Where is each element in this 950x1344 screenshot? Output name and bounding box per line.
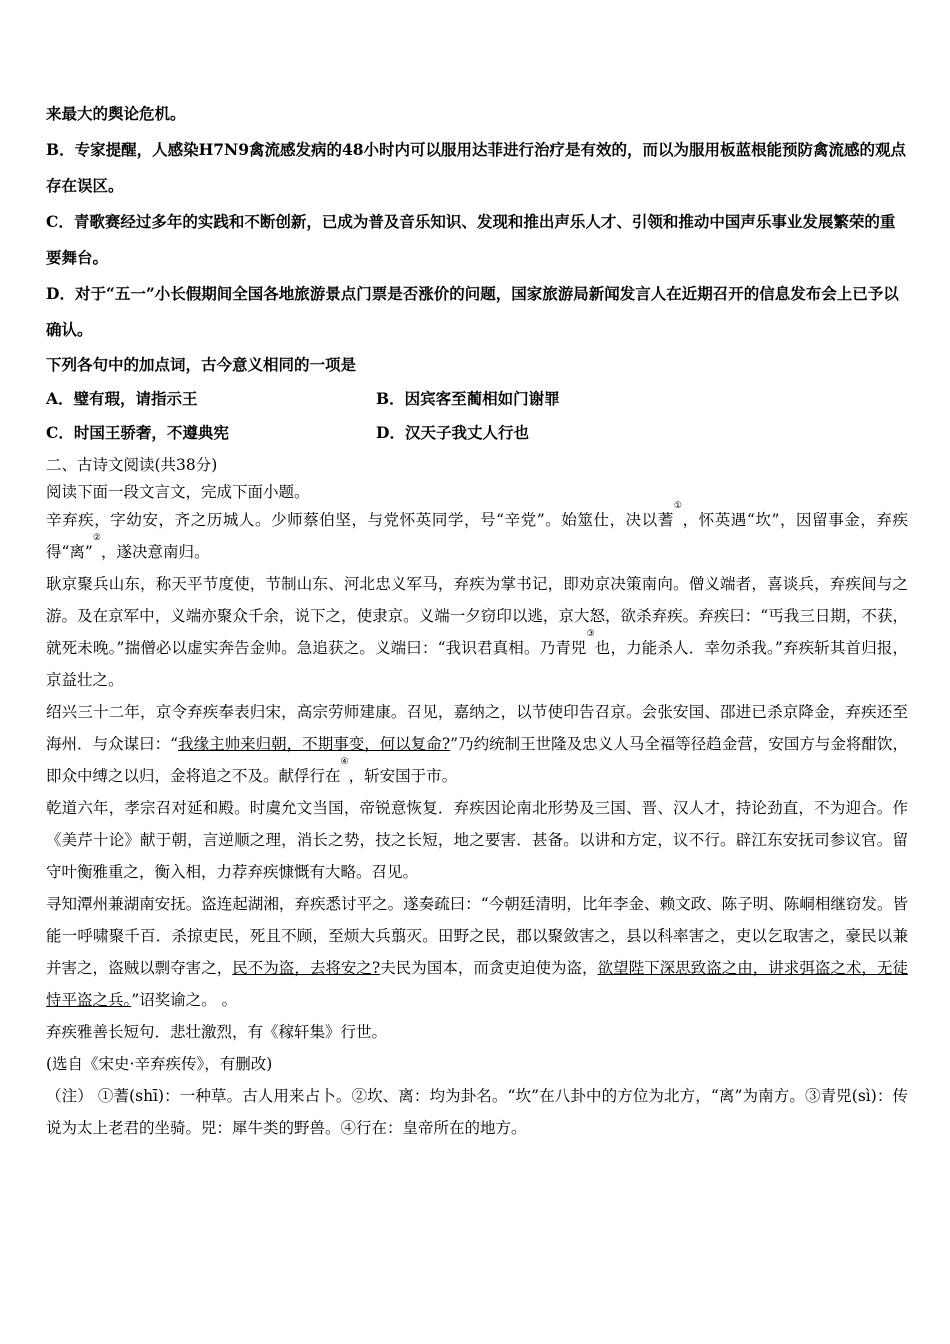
option-a-tail: 来最大的舆论危机。 xyxy=(46,104,186,123)
question-option-a: A．璧有瑕，请指示王 xyxy=(46,389,198,408)
passage-paragraph-2: 耿京聚兵山东，称天平节度使，节制山东、河北忠义军马，弃疾为掌书记，即劝京决策南向。僧义端者，喜谈兵，弃疾间与之游。及在京军中，义端亦聚众千余，说下之，使隶京。义端一夕窃印以逃，京大怒，欲杀弃疾。弃疾曰：“丐我三日期，不获，就死未晚。”揣僧必以虚实奔告金帅。急追获之。义端曰：“我识君真相。乃青兕③也，力能杀人．幸勿杀我。”弃疾斩其首归报，京益壮之。 xyxy=(46,575,908,689)
option-d: D．对于“五一”小长假期间全国各地旅游景点门票是否涨价的问题，国家旅游局新闻发言人在近期召开的信息发布会上已予以确认。 xyxy=(46,284,899,339)
passage-paragraph-6: 弃疾雅善长短句．悲壮激烈，有《稼轩集》行世。 xyxy=(46,1023,388,1041)
underlined-sentence-2: 民不为盗，去将安之? xyxy=(232,959,381,977)
footnote-marker: ② xyxy=(92,533,101,543)
passage-paragraph-4: 乾道六年，孝宗召对延和殿。时虞允文当国，帝锐意恢复．弃疾因论南北形势及三国、晋、汉人才，持论劲直，不为迎合。作《美芹十论》献于朝，言逆顺之理，消长之势，技之长短，地之要害．甚备。以讲和方定，议不行。辟江东安抚司参议官。留守叶衡雅重之，衡入相，力荐弃疾慷慨有大略。召见。 xyxy=(46,799,908,881)
exam-page xyxy=(46,96,908,1144)
passage-notes: （注） ①蓍(shī)：一种草。古人用来占卜。②坎、离：均为卦名。“坎”在八卦中的方位为北方，“离”为南方。③青兕(sì)：传说为太上老君的坐骑。兕：犀牛类的野兽。④行在：皇帝所在的地方。 xyxy=(46,1087,908,1137)
question-option-d: D．汉天子我丈人行也 xyxy=(376,423,529,442)
question-options-row-2 xyxy=(46,416,908,450)
question-option-c: C．时国王骄奢，不遵典宪 xyxy=(46,423,229,442)
passage-paragraph-1: 辛弃疾，字幼安，齐之历城人。少师蔡伯坚，与党怀英同学，号“辛党”。始筮仕，决以蓍①，怀英遇“坎”，因留事金，弃疾得“离”②，遂决意南归。 xyxy=(46,501,908,561)
option-c: C．青歌赛经过多年的实践和不断创新，已成为普及音乐知识、发现和推出声乐人才、引领和推动中国声乐事业发展繁荣的重要舞台。 xyxy=(46,212,896,267)
section-intro: 阅读下面一段文言文，完成下面小题。 xyxy=(46,483,310,501)
underlined-sentence-3: 欲望陛下深思致盗之由，讲求弭盗之术，无徒恃平盗之兵。 xyxy=(46,959,908,1009)
footnote-marker: ③ xyxy=(586,629,595,639)
question-option-b: B．因宾客至蔺相如门谢罪 xyxy=(376,389,560,408)
section-heading: 二、古诗文阅读(共38分) xyxy=(46,456,218,474)
footnote-marker: ① xyxy=(673,501,683,511)
question-stem: 下列各句中的加点词，古今意义相同的一项是 xyxy=(46,355,357,374)
passage-source: (选自《宋史·辛弃疾传》，有删改) xyxy=(46,1055,273,1073)
option-b: B．专家提醒，人感染H7N9禽流感发病的48小时内可以服用达菲进行治疗是有效的，而以为服用板蓝根能预防禽流感的观点存在误区。 xyxy=(46,140,907,195)
passage-paragraph-5: 寻知潭州兼湖南安抚。盗连起湖湘，弃疾悉讨平之。遂奏疏曰：“今朝廷清明，比年李金、赖文政、陈子明、陈峒相继窃发。皆能一呼啸聚千百．杀掠吏民，死且不顾，至烦大兵翦灭。田野之民，郡以聚敛害之，县以科率害之，吏以乞取害之，豪民以兼并害之，盗贼以剽夺害之，民不为盗，去将安之?夫民为国本，而贪吏迫使为盗，欲望陛下深思致盗之由，讲求弭盗之术，无徒恃平盗之兵。”诏奖谕之。 。 xyxy=(46,895,908,1009)
question-options-row-1 xyxy=(46,382,908,416)
footnote-marker: ④ xyxy=(340,757,349,767)
underlined-sentence-1: 我缘主帅来归朝，不期事变，何以复命? xyxy=(178,735,451,753)
passage-paragraph-3: 绍兴三十二年，京令弃疾奉表归宋，高宗劳师建康。召见，嘉纳之，以节使印告召京。会张安国、邵进已杀京降金，弃疾还至海州．与众谋曰：“我缘主帅来归朝，不期事变，何以复命?”乃约统制王世隆及忠义人马全福等径趋金营，安国方与金将酣饮，即众中缚之以归，金将追之不及。献俘行在④，斩安国于市。 xyxy=(46,703,908,785)
